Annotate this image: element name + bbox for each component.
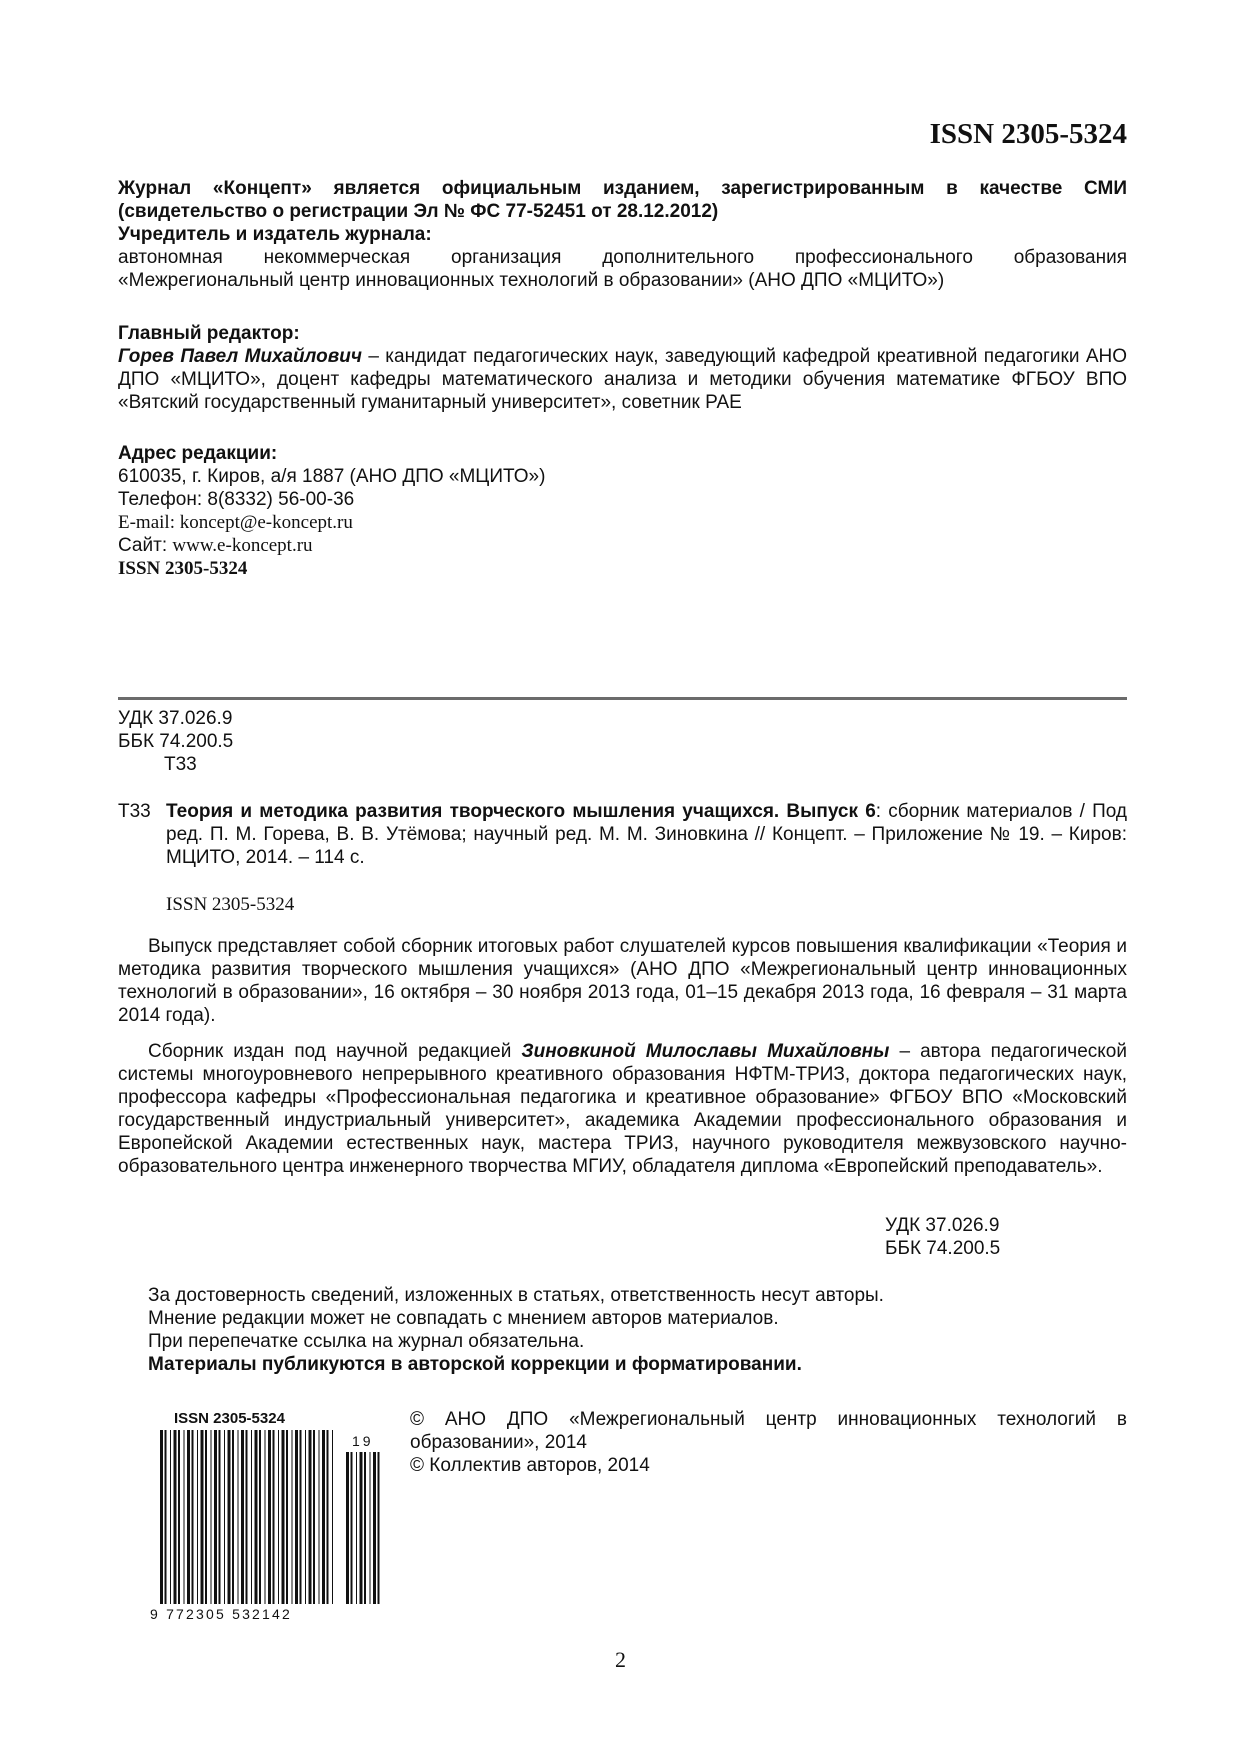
udk-code: УДК 37.026.9 xyxy=(118,708,233,729)
summary-paragraph-1: Выпуск представляет собой сборник итоговых работ слушателей курсов повышения квалификации «Теория и методика развития творческого мышления учащихся» (АНО ДПО «Межрегиональный центр инновационных технологий в образовании», 16 октября – 30 ноября 2013 года, 01–15 декабря 2013 года, 16 февраля – 31 марта 2014 года). xyxy=(118,936,1127,1026)
barcode-addon-bars xyxy=(346,1452,380,1604)
address-issn: ISSN 2305-5324 xyxy=(118,558,248,579)
disclaimers-block xyxy=(148,1284,884,1376)
disclaimer-1: За достоверность сведений, изложенных в статьях, ответственность несут авторы. xyxy=(148,1285,884,1306)
summary-block xyxy=(118,935,1127,1178)
address-label: Адрес редакции: xyxy=(118,443,278,464)
summary-p2-start: Сборник издан под научной редакцией xyxy=(148,1041,522,1062)
summary-bbk: ББК 74.200.5 xyxy=(885,1238,1001,1259)
summary-editor-name: Зиновкиной Милославы Михайловны xyxy=(521,1041,890,1062)
author-code: Т33 xyxy=(164,754,197,775)
bibliography-title: Теория и методика развития творческого мышления учащихся. Выпуск 6 xyxy=(166,801,876,822)
registration-block xyxy=(118,177,1127,292)
editor-description: – кандидат педагогических наук, заведующий кафедрой креативной педагогики АНО ДПО «МЦИТО», доцент кафедры математического анализа и методики обучения математике ФГБОУ ВПО «Вятский государственный гуманитарный университет», советник РАЕ xyxy=(118,346,1128,413)
site-link[interactable]: www.e-koncept.ru xyxy=(172,535,313,556)
issn-barcode xyxy=(150,1408,382,1624)
header-issn: ISSN 2305-5324 xyxy=(929,118,1127,150)
founder-text: автономная некоммерческая организация дополнительного профессионального образования «Межрегиональный центр инновационных технологий в образовании» (АНО ДПО «МЦИТО») xyxy=(118,247,1127,291)
founder-label: Учредитель и издатель журнала: xyxy=(118,224,432,245)
bibliography-entry xyxy=(118,800,1127,869)
address-site xyxy=(118,534,1127,557)
barcode-main-bars xyxy=(160,1430,333,1604)
classification-block xyxy=(118,707,233,776)
address-phone: Телефон: 8(8332) 56-00-36 xyxy=(118,489,355,510)
barcode-addon-digits: 19 xyxy=(352,1433,374,1449)
copyright-line-1: © АНО ДПО «Межрегиональный центр инновационных технологий в образовании», 2014 xyxy=(410,1409,1127,1453)
divider-rule xyxy=(118,697,1127,700)
page-number: 2 xyxy=(615,1647,626,1672)
editor-label: Главный редактор: xyxy=(118,323,300,344)
summary-p2-rest: – автора педагогической системы многоуровневого непрерывного креативного образования НФТМ-ТРИЗ, доктора педагогических наук, профессора кафедры «Профессиональная педагогика и креативное образование» ФГБОУ ВПО «Московский государственный индустриальный университет», академика Академии профессионального образования и Европейской Академии естественных наук, мастера ТРИЗ, научного руководителя межвузовского научно-образовательного центра инженерного творчества МГИУ, обладателя диплома «Европейский преподаватель». xyxy=(118,1041,1127,1177)
copyright-line-2: © Коллектив авторов, 2014 xyxy=(410,1455,650,1476)
editor-text xyxy=(118,345,1127,414)
bibliography-code: Т33 xyxy=(118,801,151,822)
disclaimer-4: Материалы публикуются в авторской коррекции и форматировании. xyxy=(148,1354,802,1375)
bibliography-text xyxy=(166,800,1127,869)
copyright-block xyxy=(410,1408,1127,1477)
disclaimer-2: Мнение редакции может не совпадать с мнением авторов материалов. xyxy=(148,1308,779,1329)
bbk-code: ББК 74.200.5 xyxy=(118,731,234,752)
site-label: Сайт: xyxy=(118,535,173,556)
registration-line: Журнал «Концепт» является официальным изданием, зарегистрированным в качестве СМИ (свидетельство о регистрации Эл № ФС 77-52451 от 28.12.2012) xyxy=(118,178,1127,222)
editor-name: Горев Павел Михайлович xyxy=(118,346,362,367)
summary-classification xyxy=(885,1214,1000,1260)
editor-block xyxy=(118,322,1127,414)
summary-paragraph-2 xyxy=(118,1040,1127,1178)
summary-udk: УДК 37.026.9 xyxy=(885,1215,1000,1236)
barcode-issn-label: ISSN 2305-5324 xyxy=(174,1410,285,1427)
address-block xyxy=(118,442,1127,580)
bibliography-details: : сборник материалов / Под ред. П. М. Горева, В. В. Утёмова; научный ред. М. М. Зиновкина // Концепт. – Приложение № 19. – Киров: МЦИТО, 2014. – 114 с. xyxy=(166,801,1128,868)
barcode-digits: 9 772305 532142 xyxy=(150,1606,292,1622)
address-email: E-mail: koncept@e-koncept.ru xyxy=(118,512,353,533)
bibliography-issn: ISSN 2305-5324 xyxy=(166,894,295,915)
address-postal: 610035, г. Киров, а/я 1887 (АНО ДПО «МЦИТО») xyxy=(118,466,546,487)
disclaimer-3: При перепечатке ссылка на журнал обязательна. xyxy=(148,1331,585,1352)
